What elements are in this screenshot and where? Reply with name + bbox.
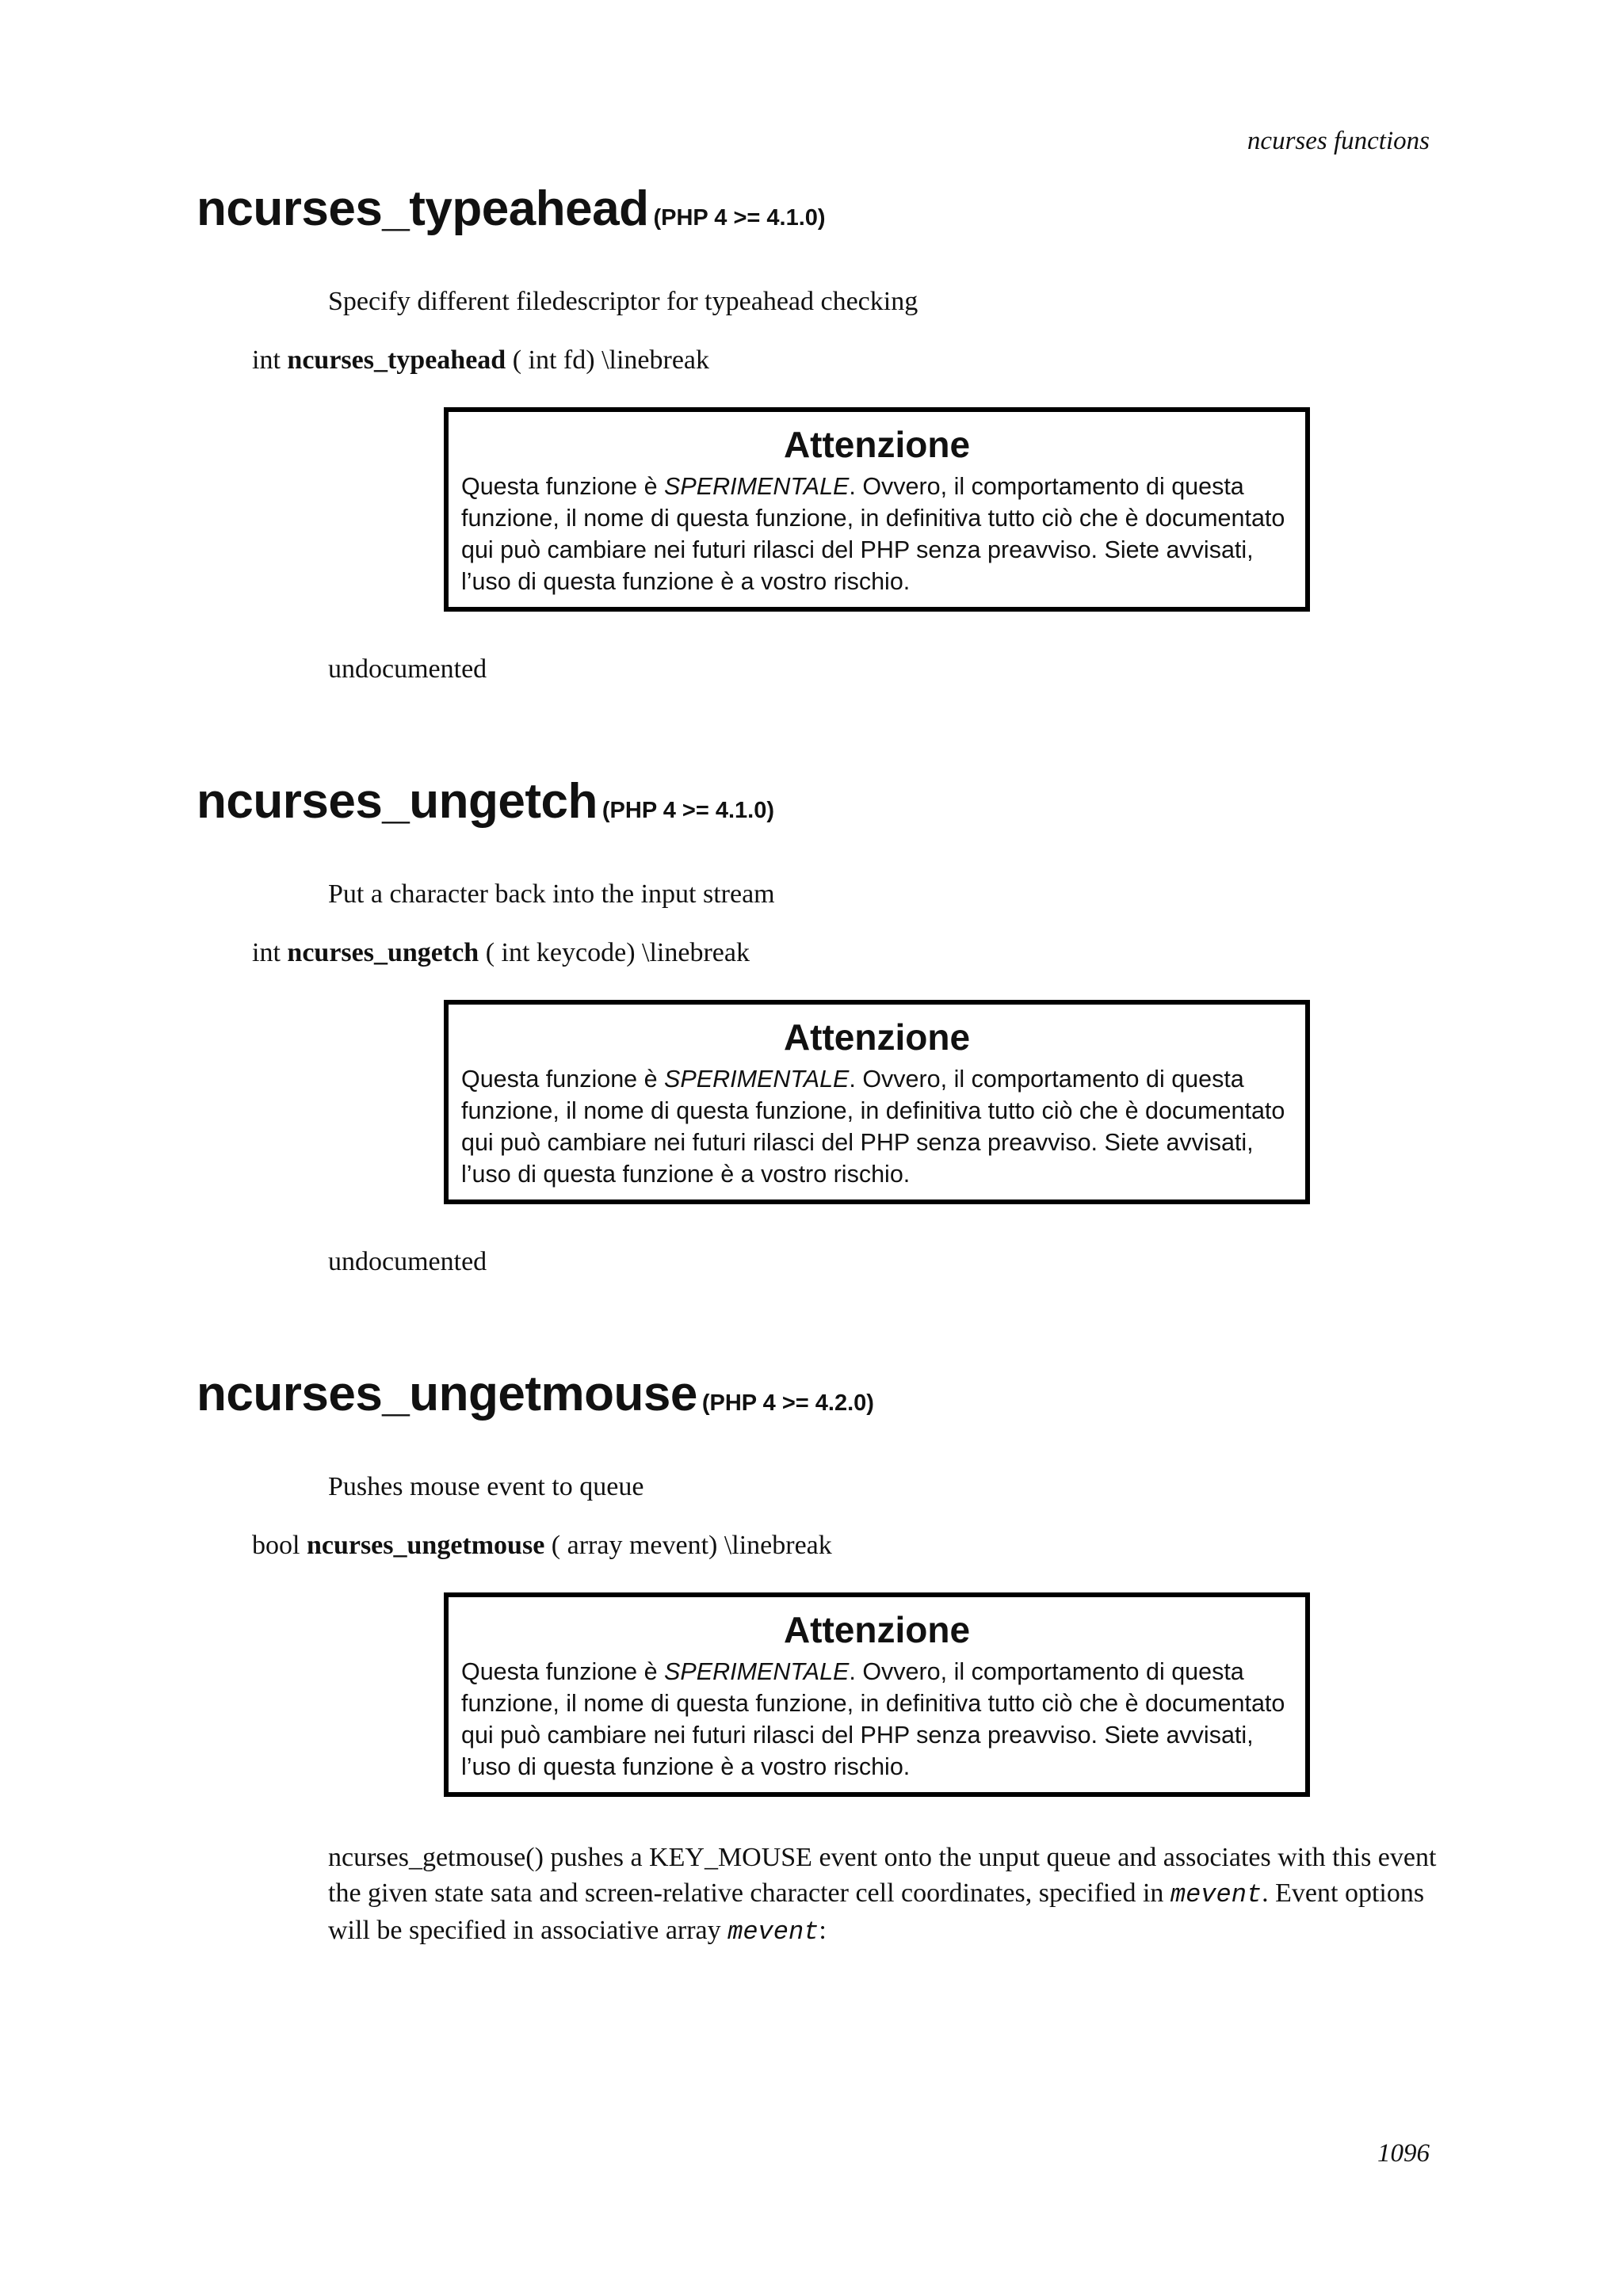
function-section-ungetmouse	[197, 1366, 1437, 1947]
function-synopsis	[252, 1531, 832, 1561]
function-synopsis	[252, 938, 750, 968]
function-heading	[197, 773, 1433, 830]
function-description: ncurses_getmouse() pushes a KEY_MOUSE event onto the unput queue and associates with this event the given state sata and screen-relative character cell coordinates, specified in mevent. Event options will be specified in associative array mevent:	[328, 1843, 1437, 1947]
warning-title: Attenzione	[783, 1609, 971, 1650]
synopsis-function-name: ncurses_ungetch	[287, 938, 479, 967]
synopsis-params: ( int fd) \linebreak	[512, 345, 709, 375]
warning-box	[444, 1592, 1310, 1797]
function-version: (PHP 4 >= 4.1.0)	[653, 205, 826, 231]
running-header: ncurses functions	[1247, 127, 1430, 155]
return-type: int	[252, 345, 281, 375]
warning-emphasis: SPERIMENTALE	[664, 1066, 850, 1093]
warning-box	[444, 407, 1310, 612]
function-title: ncurses_ungetch	[197, 774, 598, 829]
function-heading	[197, 1366, 1433, 1422]
parameter-code: mevent	[727, 1917, 819, 1947]
function-note: undocumented	[328, 1247, 487, 1276]
function-note: undocumented	[328, 654, 487, 684]
function-section-ungetch	[197, 773, 1433, 1276]
warning-emphasis: SPERIMENTALE	[664, 473, 850, 500]
warning-title: Attenzione	[783, 1016, 971, 1058]
function-title: ncurses_ungetmouse	[197, 1367, 697, 1421]
warning-text: Questa funzione è SPERIMENTALE. Ovvero, il comportamento di questa funzione, il nome di questa funzione, in definitiva tutto ciò che è documentato qui può cambiare nei futuri rilasci del PHP senza preavviso. Siete avvisati, l’uso di questa funzione è a vostro rischio.	[461, 473, 1285, 595]
synopsis-function-name: ncurses_ungetmouse	[306, 1531, 545, 1560]
function-purpose: Specify different filedescriptor for typeahead checking	[328, 287, 918, 316]
warning-title: Attenzione	[783, 424, 971, 465]
function-purpose: Pushes mouse event to queue	[328, 1472, 644, 1501]
warning-text: Questa funzione è SPERIMENTALE. Ovvero, il comportamento di questa funzione, il nome di questa funzione, in definitiva tutto ciò che è documentato qui può cambiare nei futuri rilasci del PHP senza preavviso. Siete avvisati, l’uso di questa funzione è a vostro rischio.	[461, 1066, 1285, 1188]
warning-emphasis: SPERIMENTALE	[664, 1658, 850, 1685]
function-heading	[197, 181, 1433, 237]
function-version: (PHP 4 >= 4.2.0)	[701, 1390, 874, 1416]
function-version: (PHP 4 >= 4.1.0)	[601, 798, 774, 823]
return-type: bool	[252, 1531, 300, 1560]
synopsis-params: ( int keycode) \linebreak	[485, 938, 750, 967]
parameter-code: mevent	[1170, 1880, 1262, 1909]
synopsis-params: ( array mevent) \linebreak	[551, 1531, 832, 1560]
function-synopsis	[252, 345, 709, 376]
synopsis-function-name: ncurses_typeahead	[287, 345, 506, 375]
page-number: 1096	[1377, 2139, 1430, 2168]
function-purpose: Put a character back into the input stream	[328, 879, 775, 909]
warning-text: Questa funzione è SPERIMENTALE. Ovvero, il comportamento di questa funzione, il nome di questa funzione, in definitiva tutto ciò che è documentato qui può cambiare nei futuri rilasci del PHP senza preavviso. Siete avvisati, l’uso di questa funzione è a vostro rischio.	[461, 1658, 1285, 1780]
function-title: ncurses_typeahead	[197, 181, 649, 236]
function-section-typeahead	[197, 181, 1433, 684]
warning-box	[444, 1000, 1310, 1204]
return-type: int	[252, 938, 281, 967]
